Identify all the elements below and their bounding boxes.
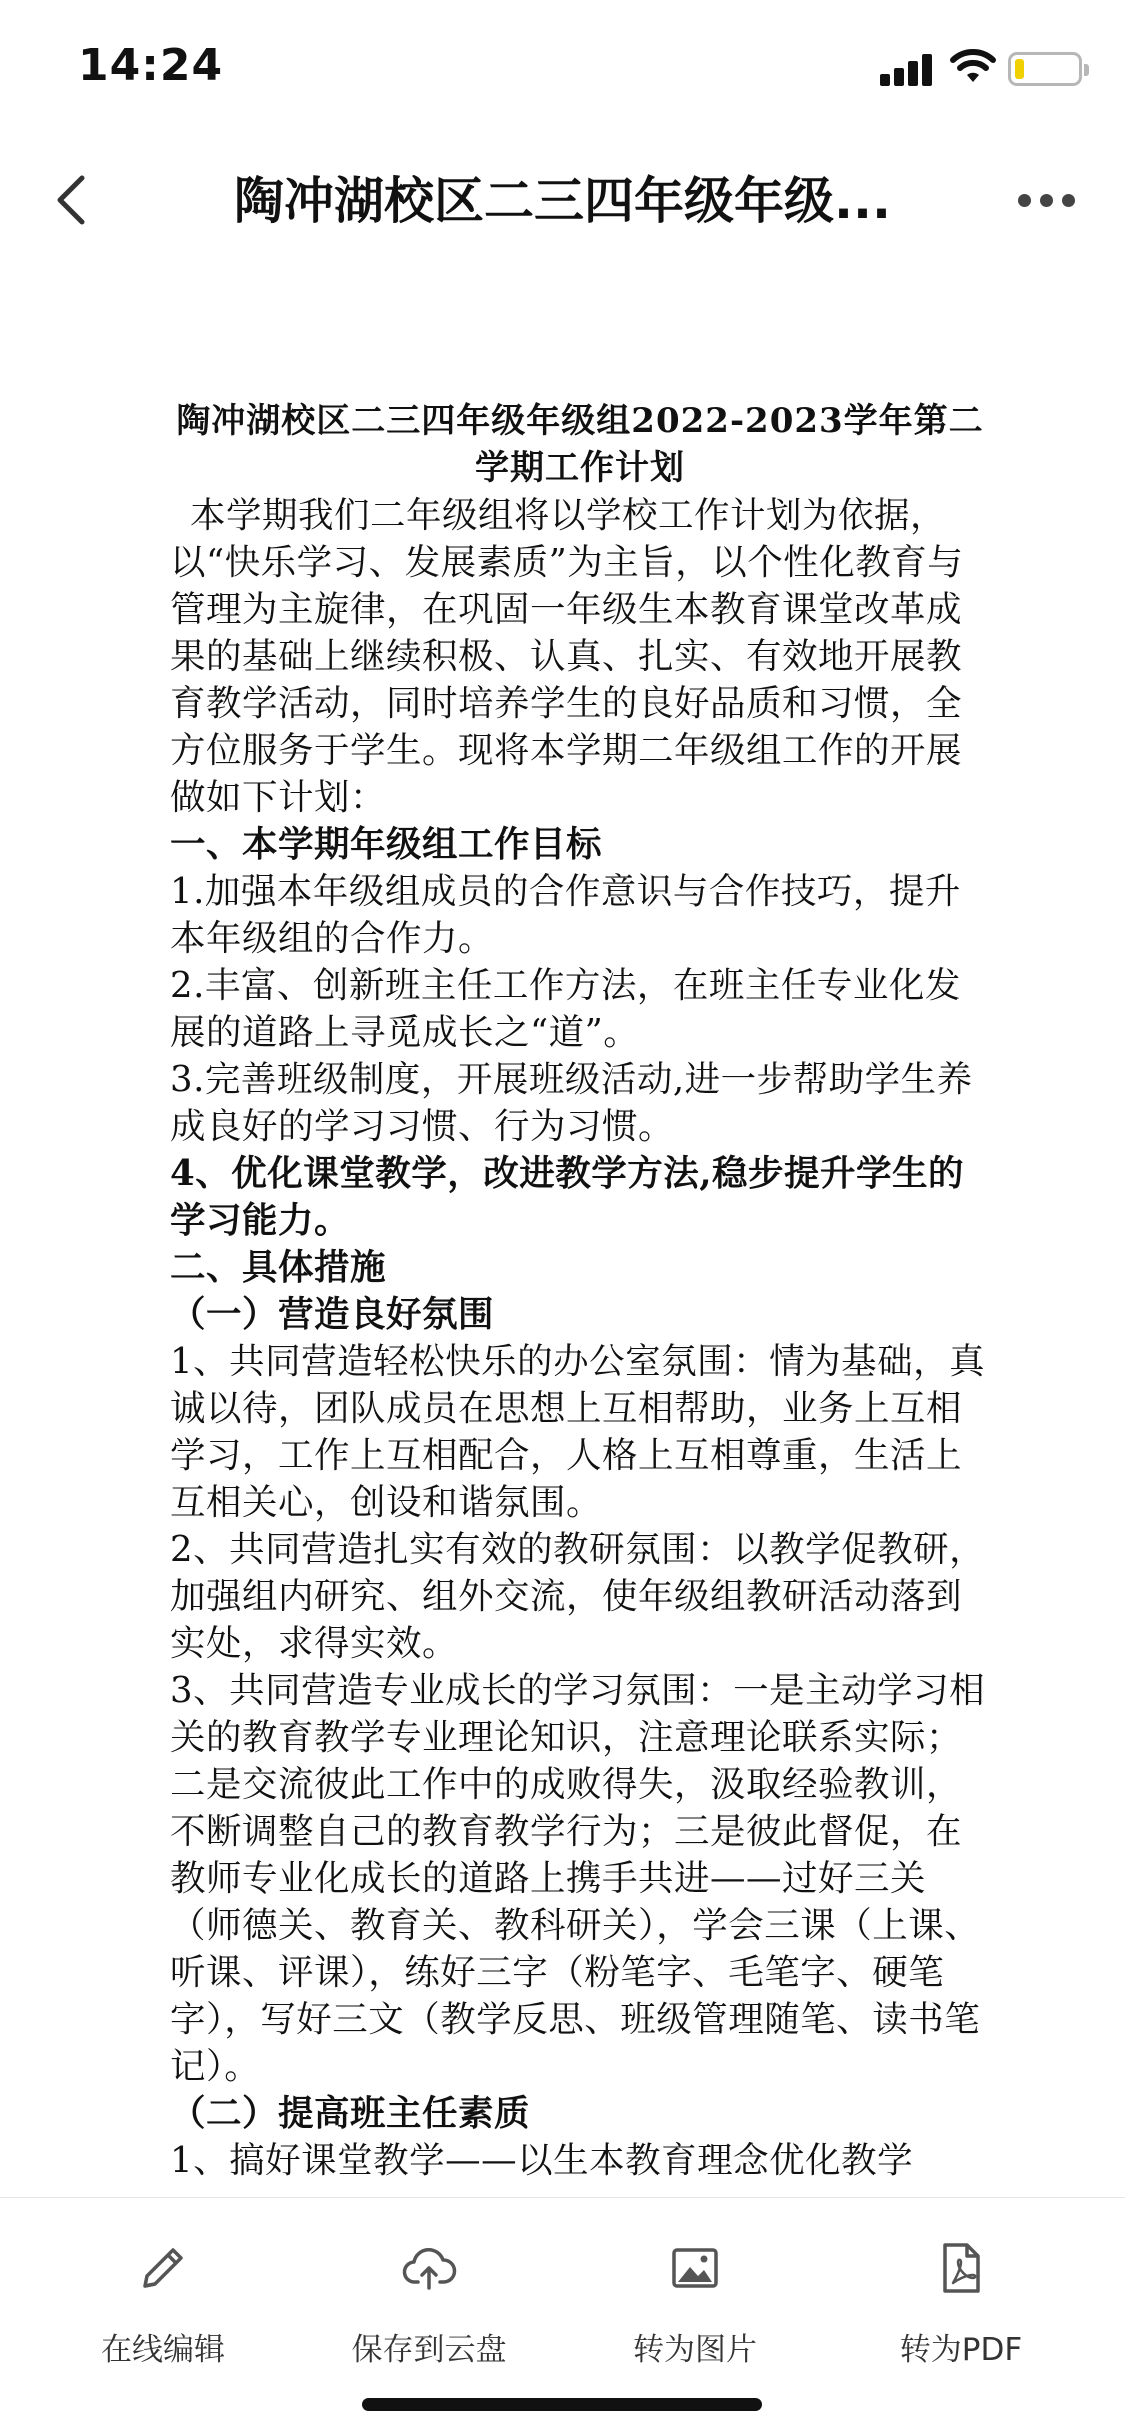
document-body bbox=[170, 398, 990, 2184]
more-dots-icon[interactable] bbox=[1018, 186, 1078, 214]
save-to-cloud-button[interactable] bbox=[304, 2240, 554, 2369]
doc-subheading: （一）营造良好氛围 bbox=[170, 1294, 495, 1335]
convert-to-image-button[interactable] bbox=[570, 2240, 820, 2369]
doc-paragraph: 本学期我们二年级组将以学校工作计划为依据，以“快乐学习、发展素质”为主旨，以个性化教育与管理为主旋律，在巩固一年级生本教育课堂改革成果的基础上继续积极、认真、扎实、有效地开展教育教学活动，同时培养学生的良好品质和习惯，全方位服务于学生。现将本学期二年级组工作的开展做如下计划： bbox=[170, 495, 964, 818]
status-time: 14:24 bbox=[78, 40, 224, 91]
doc-subheading: （二）提高班主任素质 bbox=[170, 2093, 531, 2134]
wifi-icon bbox=[950, 48, 996, 86]
doc-paragraph: 1.加强本年级组成员的合作意识与合作技巧，提升本年级组的合作力。 bbox=[170, 871, 961, 959]
convert-to-image-label: 转为图片 bbox=[633, 2332, 757, 2368]
online-edit-button[interactable] bbox=[38, 2240, 288, 2369]
save-to-cloud-label: 保存到云盘 bbox=[351, 2332, 507, 2368]
cloud-upload-icon bbox=[401, 2240, 457, 2296]
pencil-icon bbox=[135, 2240, 191, 2296]
doc-paragraph: 3、共同营造专业成长的学习氛围：一是主动学习相关的教育教学专业理论知识，注意理论联系实际；二是交流彼此工作中的成败得失，汲取经验教训，不断调整自己的教育教学行为；三是彼此督促，在教师专业化成长的道路上携手共进——过好三关（师德关、教育关、教科研关），学会三课（上课、听课、评课），练好三字（粉笔字、毛笔字、硬笔字），写好三文（教学反思、班级管理随笔、读书笔记）。 bbox=[170, 1670, 986, 2087]
document-title: 陶冲湖校区二三四年级年级组2022-2023学年第二学期工作计划 bbox=[176, 401, 984, 488]
doc-heading: 一、本学期年级组工作目标 bbox=[170, 824, 603, 865]
nav-bar bbox=[0, 150, 1125, 250]
online-edit-label: 在线编辑 bbox=[101, 2332, 225, 2368]
doc-paragraph: 3.完善班级制度，开展班级活动,进一步帮助学生养成良好的学习习惯、行为习惯。 bbox=[170, 1059, 973, 1147]
doc-paragraph: 4、优化课堂教学，改进教学方法,稳步提升学生的学习能力。 bbox=[170, 1153, 965, 1241]
doc-heading: 二、具体措施 bbox=[170, 1247, 387, 1288]
convert-to-pdf-label: 转为PDF bbox=[899, 2332, 1023, 2368]
status-bar bbox=[0, 0, 1125, 140]
chevron-left-icon[interactable] bbox=[44, 170, 104, 230]
doc-paragraph: 2、共同营造扎实有效的教研氛围：以教学促教研，加强组内研究、组外交流，使年级组教研活动落到实处，求得实效。 bbox=[170, 1529, 986, 1664]
battery-icon bbox=[1008, 52, 1082, 86]
doc-paragraph: 1、共同营造轻松快乐的办公室氛围：情为基础，真诚以待，团队成员在思想上互相帮助，业务上互相学习，工作上互相配合，人格上互相尊重，生活上互相关心，创设和谐氛围。 bbox=[170, 1341, 986, 1523]
convert-to-pdf-button[interactable] bbox=[836, 2240, 1086, 2369]
image-icon bbox=[667, 2240, 723, 2296]
doc-paragraph: 2.丰富、创新班主任工作方法，在班主任专业化发展的道路上寻觅成长之“道”。 bbox=[170, 965, 961, 1053]
pdf-icon bbox=[933, 2240, 989, 2296]
doc-paragraph: 1、搞好课堂教学——以生本教育理念优化教学 bbox=[170, 2140, 914, 2181]
page-title: 陶冲湖校区二三四年级年级... bbox=[234, 172, 891, 230]
home-indicator[interactable] bbox=[362, 2398, 762, 2411]
signal-icon bbox=[880, 52, 934, 86]
